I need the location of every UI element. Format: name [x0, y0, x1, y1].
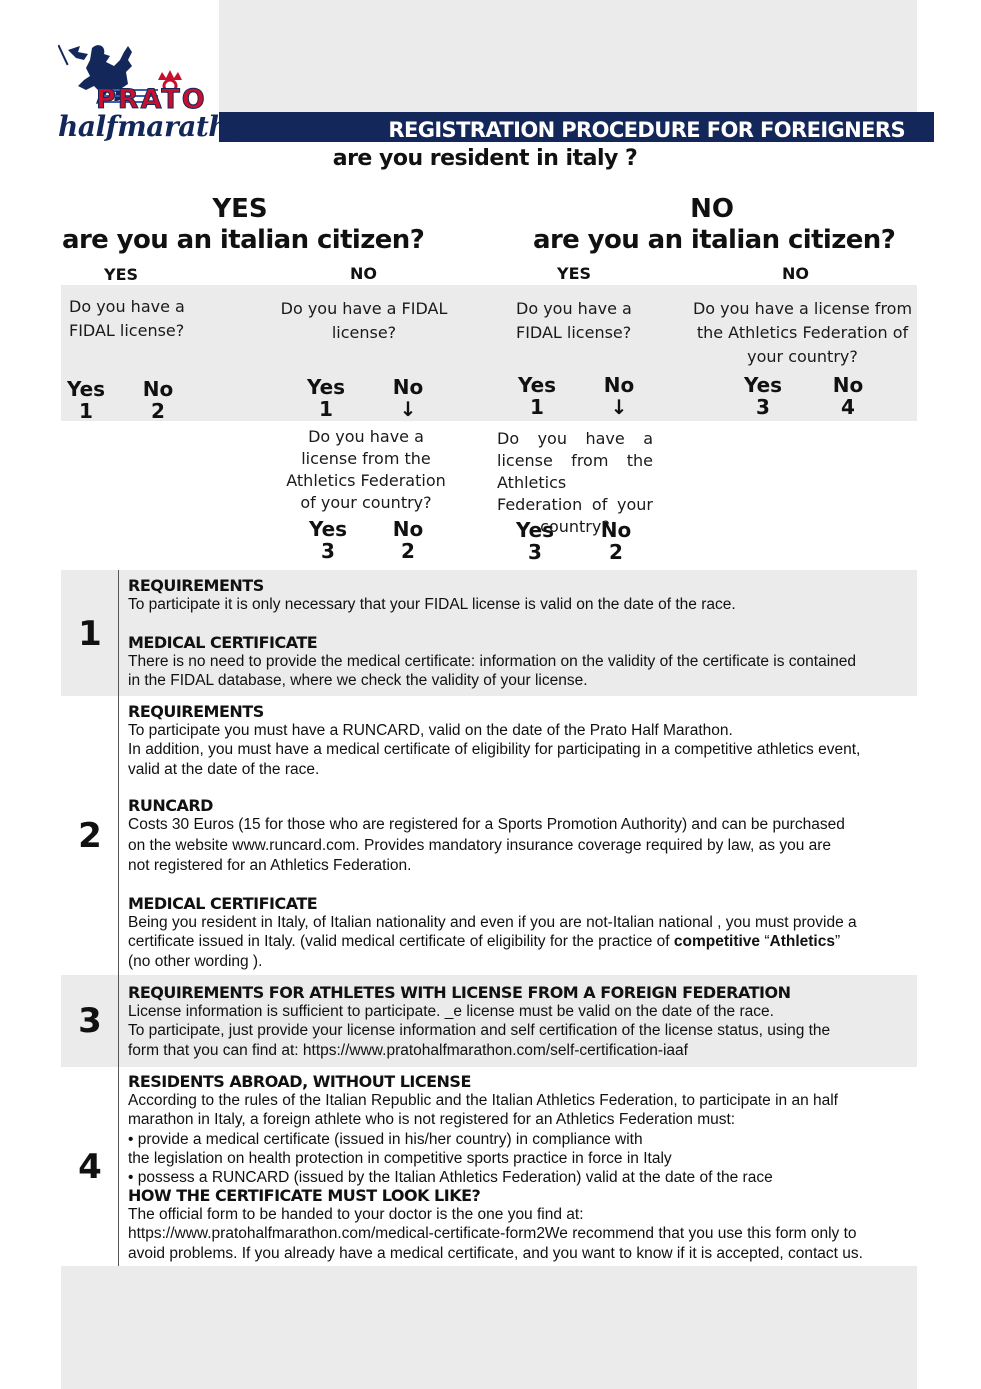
col-c-followup-question: Do you have a license from the Athletics Federation of your country?	[497, 429, 653, 536]
col-d-yes	[741, 374, 785, 418]
arrow-down-icon: ↓	[399, 397, 417, 421]
text-line: The official form to be handed to your doctor is the one you find at:	[128, 1206, 584, 1223]
section-1-heading-medical: MEDICAL CERTIFICATE	[128, 633, 318, 652]
text-line: In addition, you must have a medical certificate of eligibility for participating in a competitive athletics event,	[128, 741, 861, 759]
text-line: avoid problems. If you already have a medical certificate, and you want to know if it is accepted, contact us.	[128, 1244, 863, 1262]
section-4-certificate-text	[128, 1205, 863, 1263]
col-b-followup-no-label: No	[392, 517, 424, 541]
left-yes-label: YES	[104, 265, 139, 284]
col-c-yes	[515, 374, 559, 418]
section-2-heading-medical: MEDICAL CERTIFICATE	[128, 894, 318, 913]
text-line: https://www.pratohalfmarathon.com/medical-certificate-form2We recommend that you use this form only to	[128, 1225, 857, 1243]
text-line: To participate it is only necessary that your FIDAL license is valid on the date of the race.	[128, 596, 736, 613]
col-c-followup-yes-number: 3	[528, 540, 542, 564]
col-c-no	[601, 374, 637, 418]
section-1-heading-requirements: REQUIREMENTS	[128, 576, 264, 595]
right-answer: NO	[690, 194, 734, 224]
text-line: • provide a medical certificate (issued in his/her country) in compliance with	[128, 1130, 643, 1148]
col-b-followup-question: Do you have a license from the Athletics Federation of your country?	[286, 427, 446, 512]
text-segment: ”	[834, 933, 841, 951]
text-line: License information is sufficient to participate. _e license must be valid on the date of the race.	[128, 1003, 774, 1020]
text-line: on the website www.runcard.com. Provides mandatory insurance coverage required by law, as you are	[128, 836, 832, 854]
col-d-question: Do you have a license from the Athletics Federation of your country?	[692, 299, 913, 366]
logo	[58, 40, 267, 145]
section-2-number: 2	[78, 816, 102, 856]
arrow-down-icon: ↓	[610, 395, 628, 419]
col-b-followup-no	[390, 518, 426, 562]
section-2-heading-runcard: RUNCARD	[128, 796, 213, 815]
footer-background	[61, 1266, 917, 1389]
main-question: are you resident in italy ?	[332, 146, 638, 171]
section-4-residents-text	[128, 1091, 838, 1187]
text-line: the legislation on health protection in competitive sports practice in force in Italy	[128, 1149, 672, 1167]
text-line: • possess a RUNCARD (issued by the Italian Athletics Federation) valid at the date of the race	[128, 1169, 773, 1187]
col-b-followup-no-number: 2	[401, 539, 415, 563]
col-c-followup-yes	[513, 519, 557, 563]
col-a-yes-label: Yes	[66, 377, 106, 401]
text-segment: certificate issued in Italy. (valid medical certificate of eligibility for the practice of	[128, 933, 674, 951]
text-line: There is no need to provide the medical certificate: information on the validity of the certificate is contained	[128, 653, 857, 670]
left-no-label: NO	[350, 264, 377, 283]
text-line: marathon in Italy, a foreign athlete who is not registered for an Athletics Federation must:	[128, 1111, 736, 1129]
col-b-question: Do you have a FIDAL license?	[280, 299, 448, 342]
right-no-label: NO	[782, 264, 809, 283]
col-b-yes	[304, 376, 348, 420]
col-a-no-label: No	[142, 377, 174, 401]
col-b-followup-yes-number: 3	[321, 539, 335, 563]
col-c-yes-label: Yes	[517, 373, 557, 397]
col-c-question: Do you have a FIDAL license?	[516, 299, 632, 342]
section-4-heading-certificate: HOW THE CERTIFICATE MUST LOOK LIKE?	[128, 1186, 481, 1205]
section-1-number: 1	[78, 614, 102, 654]
left-citizen-question: are you an italian citizen?	[62, 225, 425, 255]
section-4-heading-residents: RESIDENTS ABROAD, WITHOUT LICENSE	[128, 1072, 471, 1091]
section-2-requirements-text	[128, 721, 860, 779]
text-line: Costs 30 Euros (15 for those who are registered for a Sports Promotion Authority) and can be purchased	[128, 816, 845, 833]
col-b-yes-number: 1	[319, 397, 333, 421]
col-c-followup-yes-label: Yes	[515, 518, 555, 542]
section-3-heading: REQUIREMENTS FOR ATHLETES WITH LICENSE FROM A FOREIGN FEDERATION	[128, 983, 791, 1002]
logo-brand: PRATO	[96, 84, 207, 115]
col-d-no-label: No	[832, 373, 864, 397]
section-4-number: 4	[78, 1147, 102, 1187]
col-d-no-number: 4	[841, 395, 855, 419]
text-line: To participate you must have a RUNCARD, valid on the date of the Prato Half Marathon.	[128, 722, 733, 739]
section-2-medical-text	[128, 913, 857, 971]
text-line: valid at the date of the race.	[128, 760, 320, 778]
col-a-no-number: 2	[151, 399, 165, 423]
logo-subtitle: halfmarathon	[58, 110, 267, 143]
col-d-yes-label: Yes	[743, 373, 783, 397]
text-line	[128, 932, 857, 951]
col-a-question: Do you have a FIDAL license?	[69, 297, 185, 340]
col-b-no-label: No	[392, 375, 424, 399]
text-line: According to the rules of the Italian Republic and the Italian Athletics Federation, to participate in an half	[128, 1092, 838, 1109]
text-line: Being you resident in Italy, of Italian nationality and even if you are not-Italian national , you must provide a	[128, 914, 857, 931]
bold-competitive: competitive	[673, 933, 761, 951]
col-b-no	[390, 376, 426, 420]
col-d-yes-number: 3	[756, 395, 770, 419]
col-b-yes-label: Yes	[306, 375, 346, 399]
col-b-followup-yes	[306, 518, 350, 562]
text-line: in the FIDAL database, where we check the validity of your license.	[128, 672, 588, 690]
section-2-heading-requirements: REQUIREMENTS	[128, 702, 264, 721]
col-a-yes	[66, 378, 106, 422]
text-line: form that you can find at: https://www.pratohalfmarathon.com/self-certification-iaaf	[128, 1041, 688, 1059]
text-line: To participate, just provide your license information and self certification of the license status, using the	[128, 1022, 831, 1040]
section-1-medical-text	[128, 652, 856, 691]
col-c-followup-no	[598, 519, 634, 563]
col-c-followup-no-label: No	[600, 518, 632, 542]
col-d-no	[830, 374, 866, 418]
page-title: REGISTRATION PROCEDURE FOR FOREIGNERS	[388, 118, 905, 142]
text-line: (no other wording ).	[128, 952, 263, 970]
col-a-no	[140, 378, 176, 422]
bold-athletics: Athletics	[769, 933, 835, 951]
left-answer: YES	[212, 194, 268, 224]
header-background	[219, 0, 917, 112]
section-3-number: 3	[78, 1001, 102, 1041]
right-citizen-question: are you an italian citizen?	[533, 225, 896, 255]
col-c-no-label: No	[603, 373, 635, 397]
col-a-yes-number: 1	[79, 399, 93, 423]
text-line: not registered for an Athletics Federation.	[128, 857, 412, 874]
section-3-text	[128, 1002, 830, 1060]
col-c-yes-number: 1	[530, 395, 544, 419]
section-2-runcard-text	[128, 815, 845, 877]
col-b-followup-yes-label: Yes	[308, 517, 348, 541]
section-1-requirements-text	[128, 595, 736, 614]
right-yes-label: YES	[557, 264, 592, 283]
col-c-followup-no-number: 2	[609, 540, 623, 564]
text-segment: “	[760, 933, 770, 951]
